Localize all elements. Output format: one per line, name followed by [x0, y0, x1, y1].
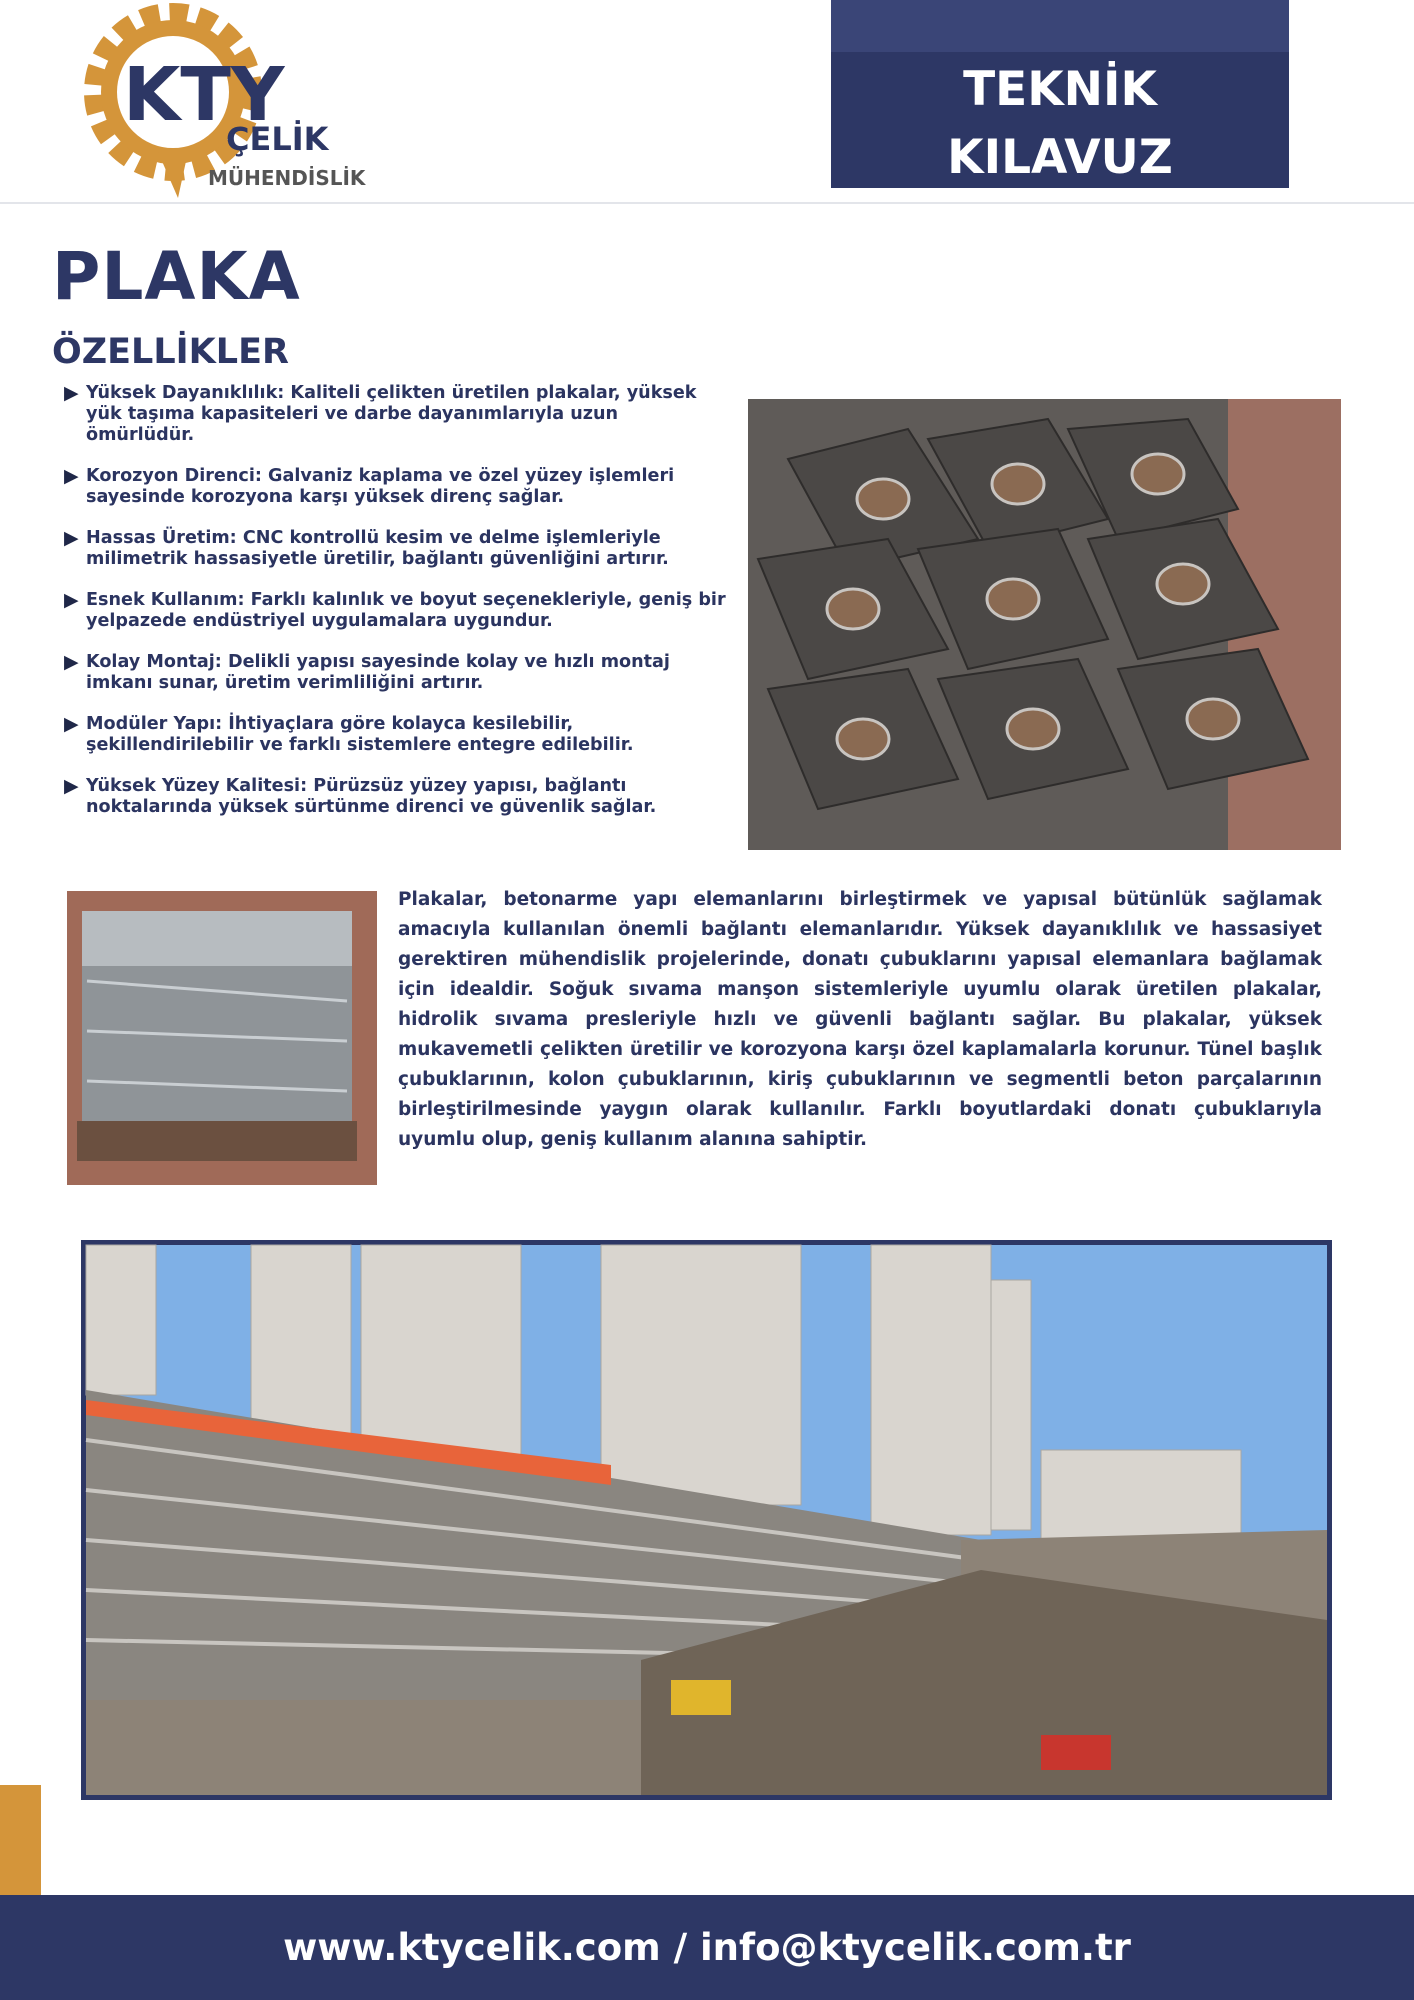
feature-item	[64, 383, 732, 446]
accent-bar	[0, 1785, 41, 1895]
feature-item	[64, 466, 732, 508]
feature-text: Hassas Üretim: CNC kontrollü kesim ve delme işlemleriyle milimetrik hassasiyetle üretilir, bağlantı güvenliğini artırır.	[86, 528, 669, 569]
wrapped-pallet-photo	[67, 891, 377, 1185]
feature-item	[64, 590, 732, 632]
arrow-right-icon: ▶	[64, 651, 79, 673]
arrow-right-icon: ▶	[64, 382, 79, 404]
feature-text: Esnek Kullanım: Farklı kalınlık ve boyut seçenekleriyle, geniş bir yelpazede endüstriyel uygulamalara uygundur.	[86, 590, 726, 631]
feature-item	[64, 652, 732, 694]
section-subtitle: ÖZELLİKLER	[52, 332, 289, 372]
logo-text-sub1: ÇELİK	[226, 120, 329, 158]
feature-text: Korozyon Direnci: Galvaniz kaplama ve özel yüzey işlemleri sayesinde korozyona karşı yüksek direnç sağlar.	[86, 466, 675, 507]
description-paragraph: Plakalar, betonarme yapı elemanlarını birleştirmek ve yapısal bütünlük sağlamak amacıyla kullanılan önemli bağlantı elemanlarıdır. Yüksek dayanıklılık ve hassasiyet gerektiren mühendislik projelerinde, donatı çubuklarını yapısal elemanlara bağlamak için idealdir. Soğuk sıvama manşon sistemleriyle uyumlu olarak üretilen plakalar, hidrolik sıvama presleriyle hızlı ve güvenli bağlantı sağlar. Bu plakalar, yüksek mukavemetli çelikten üretilir ve korozyona karşı özel kaplamalarla korunur. Tünel başlık çubuklarının, kolon çubuklarının, kiriş çubuklarının ve segmentli beton parçalarının birleştirilmesinde yaygın olarak kullanılır. Farklı boyutlardaki donatı çubuklarıyla uyumlu olup, geniş kullanım alanına sahiptir.	[398, 889, 1322, 1150]
feature-item	[64, 528, 732, 570]
feature-text: Yüksek Dayanıklılık: Kaliteli çelikten üretilen plakalar, yüksek yük taşıma kapasiteleri ve darbe dayanımlarıyla uzun ömürlüdür.	[86, 383, 697, 445]
feature-text: Yüksek Yüzey Kalitesi: Pürüzsüz yüzey yapısı, bağlantı noktalarında yüksek sürtünme direnci ve güvenlik sağlar.	[86, 776, 657, 817]
logo-text-sub2: MÜHENDİSLİK	[208, 166, 366, 190]
page-title: PLAKA	[52, 238, 301, 315]
arrow-right-icon: ▶	[64, 465, 79, 487]
technical-guide-banner	[831, 0, 1289, 188]
steel-plates-photo	[748, 399, 1341, 850]
footer	[0, 1895, 1414, 2000]
feature-text: Kolay Montaj: Delikli yapısı sayesinde kolay ve hızlı montaj imkanı sunar, üretim verimliliğini artırır.	[86, 652, 670, 693]
arrow-right-icon: ▶	[64, 527, 79, 549]
construction-site-photo	[81, 1240, 1332, 1800]
banner-top-band	[831, 0, 1289, 52]
logo-text-main: KTY	[123, 52, 285, 138]
arrow-right-icon: ▶	[64, 775, 79, 797]
banner-line-1: TEKNİK	[963, 62, 1157, 117]
features-list	[64, 383, 732, 838]
feature-text: Modüler Yapı: İhtiyaçlara göre kolayca kesilebilir, şekillendirilebilir ve farklı sistemlere entegre edilebilir.	[86, 714, 634, 755]
banner-text	[831, 56, 1289, 192]
arrow-right-icon: ▶	[64, 589, 79, 611]
header-divider	[0, 202, 1414, 204]
arrow-right-icon: ▶	[64, 713, 79, 735]
banner-line-2: KILAVUZ	[947, 130, 1173, 185]
footer-contact: www.ktycelik.com / info@ktycelik.com.tr	[283, 1926, 1131, 1969]
feature-item	[64, 776, 732, 818]
feature-item	[64, 714, 732, 756]
kty-celik-logo	[78, 2, 398, 202]
